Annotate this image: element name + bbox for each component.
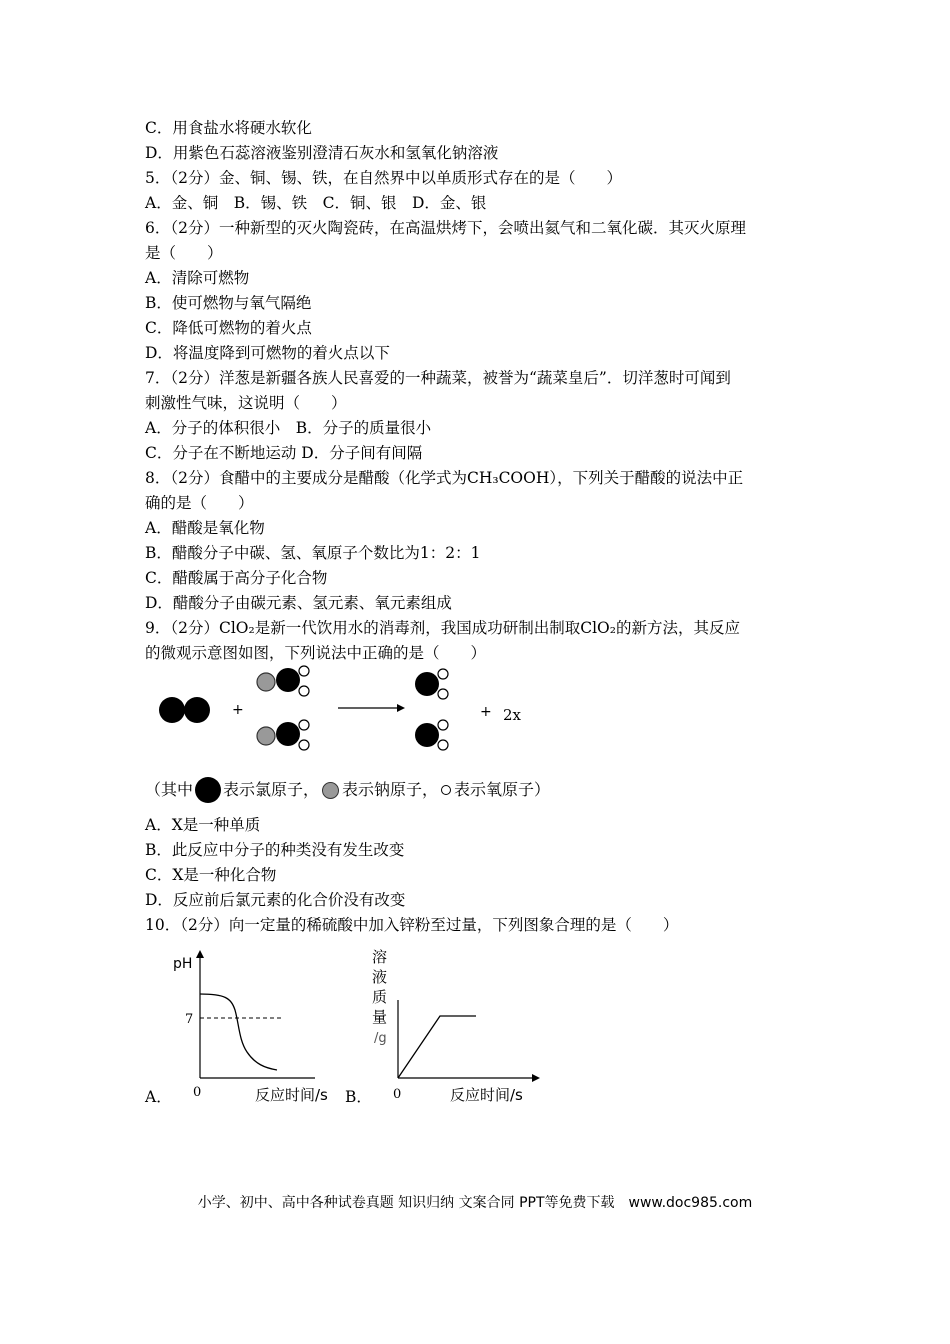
graph-a-option-label: A． [145,1088,172,1106]
option-line: C．降低可燃物的着火点 [145,319,312,337]
sodium-atom [257,673,275,691]
chlorine-atom [159,697,185,723]
graph-b-ylabel-char: 质 [372,988,388,1006]
question-6-cont: 是（ ） [145,244,223,262]
oxygen-atom [299,686,309,696]
reaction-diagram [145,660,545,760]
chlorine-atom [415,723,439,747]
text-line: C．用食盐水将硬水软化 [145,119,312,137]
chlorine-atom [276,722,300,746]
text-line: D．用紫色石蕊溶液鉴别澄清石灰水和氢氧化钠溶液 [145,144,499,162]
question-9-cont: 的微观示意图如图，下列说法中正确的是（ ） [145,644,487,662]
option-line: D．醋酸分子由碳元素、氢元素、氧元素组成 [145,594,452,612]
option-line: A．X是一种单质 [145,816,261,834]
oxygen-atom [438,669,448,679]
legend-prefix: （其中 [145,780,194,799]
question-5-options: A．金、铜 B．锡、铁 C．铜、银 D．金、银 [145,194,487,212]
page-footer: 小学、初中、高中各种试卷真题 知识归纳 文案合同 PPT等免费下载 www.doc985.com [197,1195,753,1211]
plus-sign: + [480,704,492,720]
legend-chlorine: 表示氯原子， [223,780,320,799]
option-line: B．此反应中分子的种类没有发生改变 [145,841,405,859]
diagram-legend [145,776,550,804]
oxygen-atom [438,720,448,730]
legend-sodium: 表示钠原子， [342,780,439,799]
oxygen-atom [299,666,309,676]
graph-a-ph [165,948,345,1108]
graph-b-ylabel-char: 液 [372,968,388,986]
question-9: 9．（2分）ClO₂是新一代饮用水的消毒剂，我国成功研制出制取ClO₂的新方法，其反应 [145,619,740,637]
question-7-cont: 刺激性气味，这说明（ ） [145,394,347,412]
ph-curve [200,994,277,1070]
option-line: C．醋酸属于高分子化合物 [145,569,328,587]
sodium-atom [257,727,275,745]
chlorine-atom [415,672,439,696]
chlorine-atom-icon [195,777,221,803]
option-line: D．反应前后氯元素的化合价没有改变 [145,891,406,909]
question-7: 7．（2分）洋葱是新疆各族人民喜爱的一种蔬菜，被誉为“蔬菜皇后”．切洋葱时可闻到 [145,369,731,387]
graph-a-origin: 0 [193,1085,202,1100]
graph-a-xlabel: 反应时间/s [255,1086,328,1104]
oxygen-atom [438,689,448,699]
option-line: A．清除可燃物 [145,269,250,287]
graph-b-origin: 0 [393,1087,402,1102]
option-line: C．X是一种化合物 [145,866,277,884]
chlorine-atom [184,697,210,723]
arrow-head [397,704,405,712]
chlorine-atom [276,668,300,692]
option-line: A．分子的体积很小 B．分子的质量很小 [145,419,432,437]
product-x-label: 2x [503,706,522,724]
question-5: 5．（2分）金、铜、锡、铁，在自然界中以单质形式存在的是（ ） [145,169,622,187]
question-8-cont: 确的是（ ） [145,494,254,512]
plus-sign: + [232,702,244,718]
option-line: C．分子在不断地运动 D．分子间有间隔 [145,444,423,462]
oxygen-atom [299,740,309,750]
legend-oxygen: 表示氧原子） [454,780,551,799]
mass-curve [398,1016,476,1078]
option-line: B．使可燃物与氧气隔绝 [145,294,312,312]
option-line: A．醋酸是氧化物 [145,519,265,537]
option-line: D．将温度降到可燃物的着火点以下 [145,344,390,362]
graph-b-ylabel-char: 溶 [372,948,388,966]
oxygen-atom-icon [441,785,451,795]
question-8: 8．（2分）食醋中的主要成分是醋酸（化学式为CH₃COOH），下列关于醋酸的说法中正 [145,469,744,487]
question-6: 6．（2分）一种新型的灭火陶瓷砖，在高温烘烤下，会喷出氦气和二氧化碳．其灭火原理 [145,219,746,237]
graph-a-ylabel: pH [173,956,193,972]
graph-a-ytick: 7 [185,1012,194,1027]
graph-b-solution-mass [360,940,550,1110]
y-axis-arrow [196,950,204,958]
oxygen-atom [438,740,448,750]
oxygen-atom [299,720,309,730]
graph-b-ylabel-char: 量 [372,1008,388,1026]
graph-b-xlabel: 反应时间/s [450,1086,523,1104]
x-axis-arrow [532,1074,540,1082]
question-10: 10．（2分）向一定量的稀硫酸中加入锌粉至过量，下列图象合理的是（ ） [145,916,679,934]
sodium-atom-icon [322,782,339,799]
option-line: B．醋酸分子中碳、氢、氧原子个数比为1：2：1 [145,544,481,562]
graph-b-option-label: B． [345,1088,372,1106]
graph-b-yunit: /g [374,1031,387,1046]
